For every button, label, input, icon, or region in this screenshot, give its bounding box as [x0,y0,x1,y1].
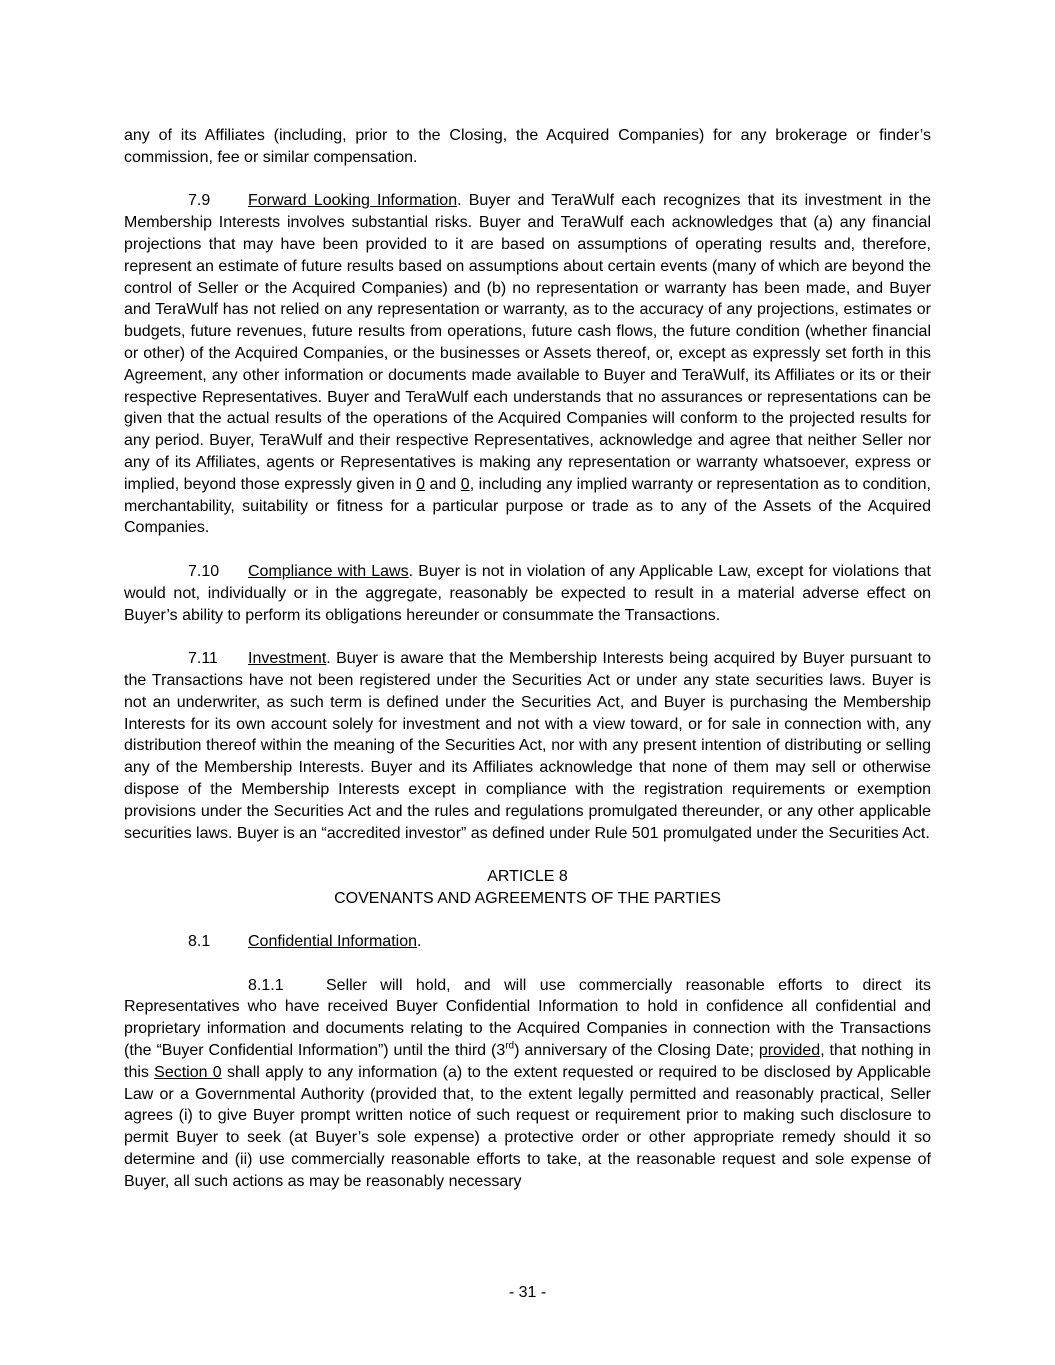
ordinal-superscript: rd [505,1040,515,1052]
page-number: - 31 - [508,1284,547,1301]
section-7-10-heading: Compliance with Laws [248,562,409,580]
section-7-10-number: 7.10 [188,562,220,580]
section-8-1-1-text-a: Seller will hold, and will use commercially reasonable efforts to direct its Representatives who have received Buyer Confidential Information to hold in confidence all confidential and proprietary information and documents relating to the Acquired Companies in connection with the Transactions (the “Buyer Confidential Information”) until the third (3 [124,976,931,1060]
section-7-9-paragraph [124,190,931,539]
section-8-1-heading: Confidential Information [248,933,417,951]
section-7-10-text: . Buyer is not in violation of any Applicable Law, except for violations that would not, individually or in the aggregate, reasonably be expected to result in a material adverse effect on Buyer’s ability to perform its obligations hereunder or consummate the Transactions. [124,562,932,624]
section-7-11-text: . Buyer is aware that the Membership Interests being acquired by Buyer pursuant to the Transactions have not been registered under the Securities Act or under any state securities laws. Buyer is not an underwriter, as such term is defined under the Securities Act, and Buyer is purchasing the Membership Interests for its own account solely for investment and not with a view toward, or for sale in connection with, any distribution thereof within the meaning of the Securities Act, nor with any present intention of distributing or selling any of the Membership Interests. Buyer and its Affiliates acknowledge that none of them may sell or otherwise dispose of the Membership Interests except in compliance with the registration requirements or exemption provisions under the Securities Act and the rules and regulations promulgated thereunder, or any other applicable securities laws. Buyer is an “accredited investor” as defined under Rule 501 promulgated under the Securities Act. [124,650,931,842]
document-page [124,125,931,1193]
section-7-9-ref-1[interactable]: 0 [416,475,426,493]
section-7-9-text-c: , including any implied warranty or representation as to condition, merchantability, suitability or fitness for a particular purpose or trade as to any of the Assets of the Acquired Companies. [124,475,932,537]
section-8-1-number: 8.1 [188,933,211,951]
section-7-11-heading: Investment [248,650,327,668]
section-7-10-paragraph [124,561,931,626]
article-heading [124,866,931,910]
section-8-1-1-text-c: , that nothing in this [124,1042,931,1081]
section-7-9-text-a: . Buyer and TeraWulf each recognizes that its investment in the Membership Interests involves substantial risks. Buyer and TeraWulf each acknowledges that (a) any financial projections that may have been provided to it are based on assumptions of operating results and, therefore, represent an estimate of future results based on assumptions about certain events (many of which are beyond the control of Seller or the Acquired Companies) and (b) no representation or warranty has been made, and Buyer and TeraWulf has not relied on any representation or warranty, as to the accuracy of any projections, estimates or budgets, future revenues, future results from operations, future cash flows, the future condition (whether financial or other) of the Acquired Companies, or the businesses or Assets thereof, or, except as expressly set forth in this Agreement, any other information or documents made available to Buyer and TeraWulf, its Affiliates or its or their respective Representatives. Buyer and TeraWulf each understands that no assurances or representations can be given that the actual results of the operations of the Acquired Companies will conform to the projected results for any period. Buyer, TeraWulf and their respective Representatives, acknowledge and agree that neither Seller nor any of its Affiliates, agents or Representatives is making any representation or warranty whatsoever, express or implied, beyond those expressly given in [124,192,931,493]
section-8-1-1-text-d: shall apply to any information (a) to the extent requested or required to be disclosed by Applicable Law or a Governmental Authority (provided that, to the extent legally permitted and reasonably practical, Seller agrees (i) to give Buyer prompt written notice of such request or requirement prior to making such disclosure to permit Buyer to seek (at Buyer’s sole expense) a protective order or other appropriate remedy should it so determine and (ii) use commercially reasonable efforts to take, at the reasonable request and sole expense of Buyer, all such actions as may be reasonably necessary [124,1063,931,1190]
section-cross-reference[interactable]: Section 0 [154,1063,222,1081]
continuation-paragraph: any of its Affiliates (including, prior to the Closing, the Acquired Companies) for any brokerage or finder’s commission, fee or similar compensation. [124,127,931,166]
section-7-11-number: 7.11 [188,650,218,668]
article-title: COVENANTS AND AGREEMENTS OF THE PARTIES [334,890,721,908]
section-7-9-ref-2[interactable]: 0 [460,475,470,493]
section-7-9-number: 7.9 [188,192,211,210]
article-number: ARTICLE 8 [487,868,568,886]
provided-term: provided [758,1042,821,1060]
section-8-1-1-number: 8.1.1 [248,976,284,994]
section-8-1-1-text-b: ) anniversary of the Closing Date; [514,1042,759,1060]
section-7-11-paragraph [124,648,931,844]
section-8-1-tail: . [416,933,422,951]
section-7-9-text-b: and [425,475,461,493]
section-8-1-heading-line [124,931,931,953]
section-7-9-heading: Forward Looking Information [248,192,458,210]
section-8-1-1-paragraph [124,975,931,1193]
